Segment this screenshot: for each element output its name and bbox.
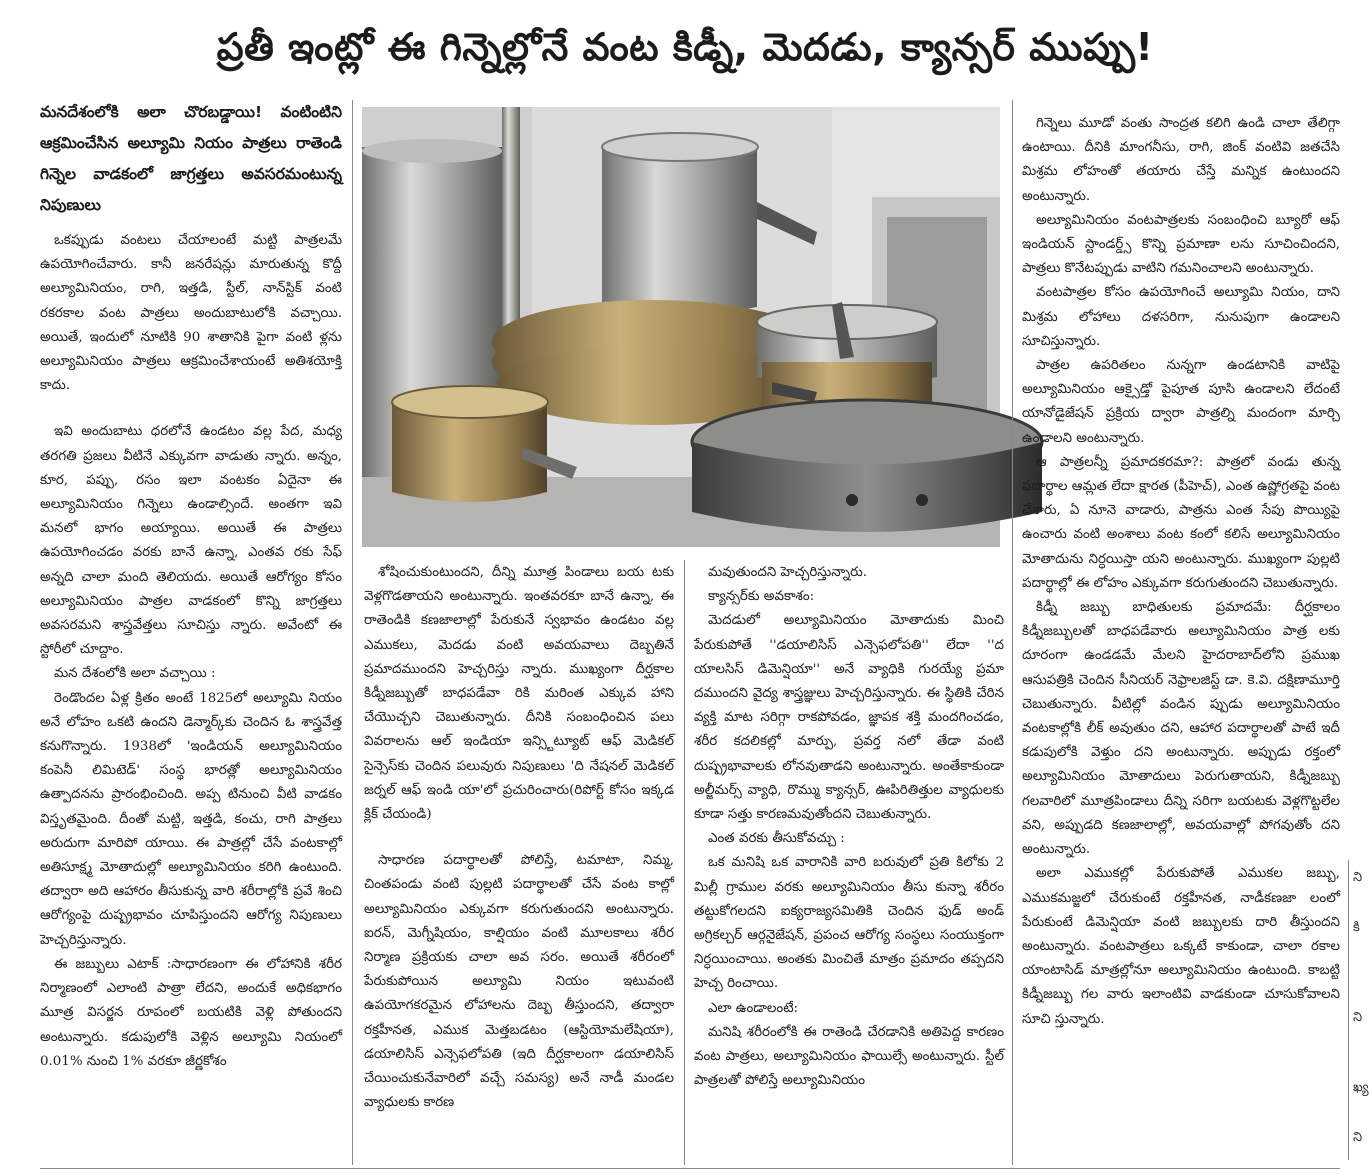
paragraph: సాధారణ పదార్థాలతో పోలిస్తే, టమాటా, నిమ్మ, చింతపండు వంటి పుల్లటి పదార్థాలతో చేసే వంట కాల్లో అల్యూమినియం ఎక్కువగా కరుగుతుందని అంటున్నారు. ఐరన్, మెగ్నీషియం, కాల్షియం వంటి మూలకాలు శరీర నిర్మాణ ప్రక్రియకు చాలా అవ సరం. అయితే శరీరంలో పేరుకుపోయిన అల్యూమి నియం ఇటువంటి ఉపయోగకరమైన లోహాలను దెబ్బ తీస్తుందని, తద్వారా రక్తహీనత, ఎముక మెత్తబడటం (ఆస్టియోమలేషియా), డయాలిసిస్ ఎన్సెఫలోపతి (ఇది దీర్ఘకాలంగా డయాలిసిస్ చేయించుకునేవారిలో వచ్చే సమస్య) అనే నాడీ మండల వ్యాధులకు కారణ	[364, 853, 674, 1111]
column-divider	[1348, 860, 1349, 1160]
paragraph: శోషించుకుంటుందని, దీన్ని మూత్ర పిండాలు బయ టకు వెళ్లగొడతాయని అంటున్నారు. ఇంతవరకూ బానే ఉన్నా, ఈ రాతెండికి కణజాలాల్లో పేరుకునే స్వభావం ఉండటం వల్ల ఎముకలు, మెదడు వంటి అవయవాలు దెబ్బతినే ప్రమాదముందని హెచ్చరిస్తు న్నారు. ముఖ్యంగా దీర్ఘకాల కిడ్నీజబ్బుతో బాధపడేవా రికి మరింత ఎక్కువ హాని చేయొచ్చని చెబుతున్నారు. దీనికి సంబంధించిన పలు వివరాలను ఆల్ ఇండియా ఇన్స్టిట్యూట్ ఆఫ్ మెడికల్ సైన్సెస్‌కు చెందిన పలువురు నిపుణులు 'ది నేషనల్ మెడికల్ జర్నల్ ఆఫ్ ఇండి యా'లో ప్రచురించారు(రిపోర్ట్ కోసం ఇక్కడ క్లిక్ చేయండి)	[364, 565, 674, 823]
paragraph: వంటపాత్రల కోసం ఉపయోగించే అల్యూమి నియం, దాని మిశ్రమ లోహాలు దళసరిగా, నునుపుగా ఉండాలని సూచిస్తున్నారు.	[1022, 285, 1340, 349]
paragraph: ఈ జబ్బులు ఎటాక్ :సాధారణంగా ఈ లోహానికి శరీర నిర్మాణంలో ఎలాంటి పాత్రా లేదని, అందుకే అధికభాగం మూత్ర విసర్జన రూపంలో బయటికి వెళ్లి పోతుందని అంటున్నారు. కడుపులోకి వెళ్లిన అల్యూమి నియంలో 0.01% నుంచి 1% వరకూ జీర్ణకోశం	[40, 956, 342, 1069]
article-column-3	[694, 561, 1004, 1167]
intro-summary: మనదేశంలోకి అలా చొరబడ్డాయి! వంటింటిని ఆక్రమించేసిన అల్యూమి నియం పాత్రలు రాతెండి గిన్నెల వాడకంలో జాగ్రత్తలు అవసరమంటున్న నిపుణులు	[40, 103, 342, 214]
edge-fragment: కి	[1353, 920, 1360, 935]
page-headline: ప్రతీ ఇంట్లో ఈ గిన్నెల్లోనే వంట కిడ్నీ, మెదడు, క్యాన్సర్ ముప్పు!	[216, 25, 1154, 69]
edge-fragment: ని	[1353, 1130, 1363, 1145]
article-column-2	[364, 561, 674, 1167]
subheading: ఎంత వరకు తీసుకోవచ్చు :	[708, 831, 845, 847]
paragraph: ఇవి అందుబాటు ధరలోనే ఉండటం వల్ల పేద, మధ్య తరగతి ప్రజలు వీటినే ఎక్కువగా వాడుతు న్నారు. అన్నం, కూర, పప్పు, రసం ఇలా వంటకం ఏదైనా ఈ అల్యూమినియం గిన్నెలు ఉండాల్సిందే. అంతగా ఇవి మనలో భాగం అయ్యాయి. అయితే ఈ పాత్రలు ఉపయోగించడం వరకు బానే ఉన్నా, ఎంతవ రకు సేఫ్ అన్నది చాలా మంది తెలియదు. అయితే ఆరోగ్యం కోసం అల్యూమినియం పాత్రల వాడకంలో కొన్ని జాగ్రత్తలు అవసరమని శాస్త్రవేత్తలు సూచిస్తు న్నారు. అవేంటో ఈ స్టోరీలో చూద్దాం.	[40, 424, 342, 658]
article-column-4	[1022, 112, 1340, 1167]
bottom-rule	[40, 1168, 1340, 1169]
paragraph: మెదడులో అల్యూమినియం మోతాదుకు మించి పేరుకుపోతే ''డయాలిసిస్ ఎన్సెఫలోపతి'' లేదా ''ద యాలసిస్ డిమెన్షియా'' అనే వ్యాధికి గురయ్యే ప్రమా దముందని వైద్య శాస్త్రజ్ఞులు హెచ్చరిస్తున్నారు. ఈ స్థితికి చేరిన వ్యక్తి మాట సరిగ్గా రాకపోవడం, జ్ఞాపక శక్తి మందగించడం, శరీర కదలికల్లో మార్పు, ప్రవర్త నలో తేడా వంటి దుష్ప్రభావాలకు లోనవుతాడని అంటున్నారు. అంతేకాకుండా అల్జీమర్స్ వ్యాధి, రొమ్ము క్యాన్సర్, ఊపిరితిత్తుల వ్యాధులకు కూడా సత్తు కారణమవుతోందని చెబుతున్నారు.	[694, 613, 1004, 823]
pots-photo	[362, 107, 1000, 547]
column-divider	[684, 560, 685, 1165]
pots-illustration	[362, 107, 1000, 547]
paragraph: రెండొందల ఏళ్ల క్రితం అంటే 1825లో అల్యూమి నియం అనే లోహం ఒకటి ఉందని డెన్మార్క్‌కు చెందిన ఓ శాస్త్రవేత్త కనుగొన్నారు. 1938లో 'ఇండియన్ అల్యూమినియం కంపెనీ లిమిటెడ్' సంస్థ భారత్లో అల్యూమినియం ఉత్పాదనను ప్రారంభించింది. అప్ప టినుంచి వీటి వాడకం విస్తృతమైంది. దీంతో మట్టి, ఇత్తడి, కంచు, రాగి పాత్రలు అరుదుగా మారిపో యాయి. ఈ పాత్రల్లో చేసే వంటకాల్లో అతిసూక్ష్మ మోతాదుల్లో అల్యూమినియం కరిగి ఉంటుంది. తద్వారా అది ఆహారం తీసుకున్న వారి శరీరాల్లోకి ప్రవే శించి ఆరోగ్యంపై దుష్ప్రభావం చూపిస్తుందని ఆరోగ్య నిపుణులు హెచ్చరిస్తున్నారు.	[40, 690, 342, 948]
paragraph: మనిషి శరీరంలోకి ఈ రాతెండి చేరడానికి అతిపెద్ద కారణం వంట పాత్రలు, అల్యూమినియం ఫాయిల్సే అంటున్నారు. స్టీల్ పాత్రలతో పోలిస్తే అల్యూమినియం	[694, 1024, 1004, 1089]
paragraph: మవుతుందని హెచ్చరిస్తున్నారు.	[708, 565, 867, 580]
edge-fragment: ని	[1353, 1010, 1363, 1025]
paragraph: ఒకప్పుడు వంటలు చేయాలంటే మట్టి పాత్రలమే ఉపయోగించేవారు. కానీ జనరేషన్లు మారుతున్న కొద్దీ అల్యూమినియం, రాగి, ఇత్తడి, స్టీల్, నాన్‌స్టిక్ వంటి రకరకాల వంట పాత్రలు అందుబాటులోకి వచ్చాయి. అయితే, ఇందులో నూటికి 90 శాతానికి పైగా వంటి ళ్లను అల్యూమినియం పాత్రలు ఆక్రమించేశాయంటే అతిశయోక్తి కాదు.	[40, 233, 342, 394]
paragraph: కిడ్నీ జబ్బు బాధితులకు ప్రమాదమే: దీర్ఘకాలం కిడ్నీజబ్బులతో బాధపడేవారు అల్యూమినియం పాత్ర లకు దూరంగా ఉండడమే మేలని హైదరాబాద్‌లోని ప్రముఖ ఆసుపత్రికి చెందిన సీనియర్ నెఫ్రాలజిస్ట్ డా. కె.వి. దక్షిణామూర్తి చెబుతున్నారు. వీటిల్లో వండిన ప్పుడు అల్యూమినియం వంటకాల్లోకి లీక్ అవుతుం దని, ఆహార పదార్థాలతో పాటే ఇదీ కడుపులోకి వెళ్తుం దని అంటున్నారు. అప్పుడు రక్తంలో అల్యూమినియం మోతాదులు పెరుగుతాయని, కిడ్నీజబ్బు గలవారిలో మూత్రపిండాలు దీన్ని సరిగా బయటకు వెళ్లగొట్టలేల వని, అప్పుడది కణజాలాల్లో, అవయవాల్లో పోగవుతోం దని అంటున్నారు.	[1022, 600, 1340, 858]
article-column-1	[40, 97, 342, 1167]
subheading: క్యాన్సర్‌కు అవకాశం:	[708, 589, 815, 605]
paragraph: పాత్రల ఉపరితలం నున్నగా ఉండటానికి వాటిపై అల్యూమినియం ఆక్సైడ్తో పైపూత పూసి ఉండాలని లేదంటే యానోడైజేషన్ ప్రక్రియ ద్వారా పాత్రల్ని మందంగా మార్చి ఉండాలని అంటున్నారు.	[1022, 358, 1340, 446]
paragraph: ఆ పాత్రలన్నీ ప్రమాదకరమా?: పాత్రలో వండు తున్న పదార్థాల ఆమ్లత లేదా క్షారత (పీహెచ్), ఎంత ఉష్ణోగ్రతపై వంట చేశారు, ఏ నూనె వాడారు, పాత్రను ఎంత సేపు పొయ్యిపై ఉంచారు వంటి అంశాలు వంట కంలో కలిసే అల్యూమినియం మోతాదును నిర్ధయిస్తా యని అంటున్నారు. ముఖ్యంగా పుల్లటి పదార్థాల్లో ఈ లోహం ఎక్కువగా కరుగుతుందని చెబుతున్నారు.	[1022, 454, 1340, 591]
column-divider	[1012, 100, 1013, 1165]
edge-fragment: ని	[1353, 870, 1363, 885]
edge-fragment: ఖ్య	[1353, 1080, 1369, 1095]
paragraph: అల్యూమినియం వంటపాత్రలకు సంబంధించి బ్యూరో ఆఫ్ ఇండియన్ స్టాండర్డ్స్ కొన్ని ప్రమాణా లను సూచించిందని, పాత్రలు కొనేటప్పుడు వాటిని గమనించాలని అంటున్నారు.	[1022, 212, 1340, 277]
subheading: ఎలా ఉండాలంటే:	[708, 1000, 799, 1016]
paragraph: గిన్నెలు మూడో వంతు సాంద్రత కలిగి ఉండి చాలా తేలిగ్గా ఉంటాయి. దీనికి మాంగనీసు, రాగి, జింక్ వంటివి జతచేసి మిశ్రమ లోహంతో తయారు చేస్తే మన్నిక ఉంటుందని అంటున్నారు.	[1022, 116, 1340, 204]
column-divider	[352, 100, 353, 1165]
subheading: మన దేశంలోకి అలా వచ్చాయి :	[54, 666, 216, 682]
paragraph: ఒక మనిషి ఒక వారానికి వారి బరువులో ప్రతి కిలోకు 2 మిల్లీ గ్రాముల వరకు అల్యూమినియం తీసు కున్నా శరీరం తట్టుకోగలదని ఐక్యరాజ్యసమితికి చెందిన ఫుడ్ అండ్ అగ్రికల్చర్ ఆర్గనైజేషన్, ప్రపంచ ఆరోగ్య సంస్థలు సంయుక్తంగా నిర్ధయించాయి. అంతకు మించితే మాత్రం ప్రమాదం తప్పదని హెచ్చ రించాయి.	[694, 855, 1004, 992]
paragraph: అలా ఎముకల్లో పేరుకుపోతే ఎముకల జబ్బు, ఎముకమజ్జలో చేరుకుంటే రక్తహీనత, నాడీకణజా లంలో పేరుకుంటే డిమెన్షియా వంటి జబ్బులకు దారి తీస్తుందని అంటున్నారు. వంటపాత్రలు ఒక్కటే కాకుండా, చాలా రకాల యాంటాసిడ్ మాత్రల్లోనూ అల్యూమినియం ఉంటుంది. కాబట్టి కిడ్నీజబ్బు గల వారు ఇలాంటివి వాడకుండా చూసుకోవాలని సూచి స్తున్నారు.	[1022, 866, 1340, 1027]
